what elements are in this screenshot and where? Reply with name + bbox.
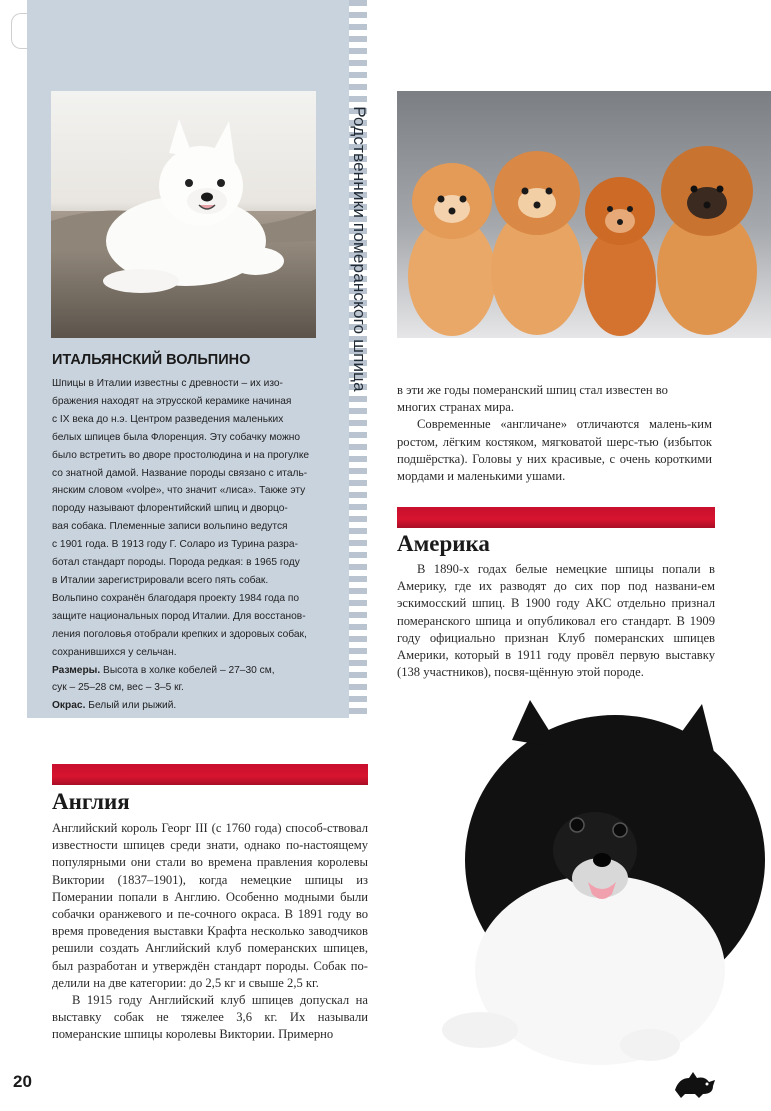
volpino-photo (51, 91, 316, 338)
england-text (52, 820, 368, 1044)
sidebar-line: в Италии зарегистрировали всего пять собак. (52, 574, 269, 586)
sidebar-body-text (52, 375, 320, 715)
black-white-pomeranian-photo (420, 700, 771, 1070)
puppy-3 (584, 177, 656, 336)
america-paragraph: В 1890-х годах белые немецкие шпицы попали в Америку, где их разводят до сих пор под названи-ем эскимосский шпиц. В 1900 году АКС отдельно признал померанского шпица и опубликовал его стандарт. В 1909 году официально признан Клуб померанских шпицев Америки, который в 1911 году провёл первую выставку (138 участников), посвя-щённую этой породе. (397, 562, 715, 680)
sizes-line1: Высота в холке кобелей – 27–30 см, (100, 664, 275, 676)
sidebar-line: ления поголовья отобрали крепких и здоровых собак, (52, 628, 307, 640)
england-paragraph-2: В 1915 году Английский клуб шпицев допускал на выставку собак не тяжелее 3,6 кг. Их называли померанские шпицы королевы Виктории. Примерно (52, 993, 368, 1042)
sidebar-sizes-cont: сук – 25–28 см, вес – 3–5 кг. (52, 682, 184, 694)
puppy-4 (657, 146, 757, 335)
sidebar-vertical-heading (339, 84, 379, 414)
sidebar-line: защите национальных пород Италии. Для восстанов- (52, 610, 306, 622)
sidebar-line: ботал стандарт породы. Порода редкая: в 1965 году (52, 557, 300, 569)
sidebar-line: было встретить во дворе простолюдина и на прогулке (52, 449, 310, 461)
sidebar-line: белых шпицев была Флоренция. Эту собачку можно (52, 431, 301, 443)
america-title: Америка (397, 531, 490, 556)
sidebar-line: со знатной дамой. Название породы связано с италь- (52, 467, 308, 479)
sidebar-line: бражения находят на этрусской керамике начиная (52, 395, 292, 407)
dog-silhouette-icon (669, 1064, 719, 1098)
england-red-bar (52, 764, 368, 785)
sidebar-line: с IX века до н.э. Центром разведения маленьких (52, 413, 284, 425)
color-label: Окрас. (52, 700, 86, 712)
cont-line: многих странах мира. (397, 400, 515, 415)
sizes-label: Размеры. (52, 664, 101, 676)
sidebar-color (52, 697, 320, 715)
puppies-illustration (397, 91, 771, 338)
pomeranian-illustration (420, 700, 771, 1070)
england-title: Англия (52, 789, 130, 814)
right-continuation-text (397, 382, 712, 485)
sidebar-breed-title: ИТАЛЬЯНСКИЙ ВОЛЬПИНО (52, 352, 251, 368)
volpino-dog-illustration (51, 91, 316, 338)
america-red-bar (397, 507, 715, 528)
puppies-photo (397, 91, 771, 338)
puppy-1 (408, 163, 496, 336)
sidebar-line: породу называют флорентийский шпиц и дворцо- (52, 503, 288, 515)
sidebar-line: вая собака. Племенные записи вольпино ведутся (52, 521, 288, 533)
color-value: Белый или рыжий. (85, 700, 177, 712)
sidebar-line: с 1901 года. В 1913 году Г. Соларо из Турина разра- (52, 539, 298, 551)
english-type-paragraph: Современные «англичане» отличаются малень-ким ростом, лёгким костяком, мягковатой шерс-тью (избыток подшёрстка). Головы у них красивые, с очень короткими мордами и маленькими ушами. (397, 417, 712, 484)
sidebar-line: янским словом «volpe», что значит «лиса». Также эту (52, 485, 306, 497)
sidebar-sizes (52, 662, 320, 680)
sidebar-line: Шпицы в Италии известны с древности – их изо- (52, 378, 283, 389)
america-text (397, 561, 715, 681)
sidebar-line: сохранившихся у сельчан. (52, 646, 177, 658)
puppy-2 (491, 151, 583, 335)
england-paragraph-1: Английский король Георг III (с 1760 года) способ-ствовал известности шпицев среди знати, однако по-настоящему популярными они стали во времена правления королевы Виктории (1837–1901), когда немецкие шпицы из Померании попали в Англию. Особенно модными были собачки оранжевого и пе-сочного окраса. В 1891 году во время проведения выставки Крафта несколько заводчиков решили создать Английский клуб померанских шпицев, был разработан и утверждён стандарт породы. Собак по-делили на две категории: до 2,5 кг и свыше 2,5 кг. (52, 821, 368, 990)
sidebar-line: Вольпино сохранён благодаря проекту 1984 года по (52, 592, 300, 604)
cont-line: в эти же годы померанский шпиц стал известен во (397, 383, 668, 397)
sidebar-vertical-heading-text: Родственники померанского шпица (350, 106, 369, 392)
page-number: 20 (13, 1072, 32, 1091)
